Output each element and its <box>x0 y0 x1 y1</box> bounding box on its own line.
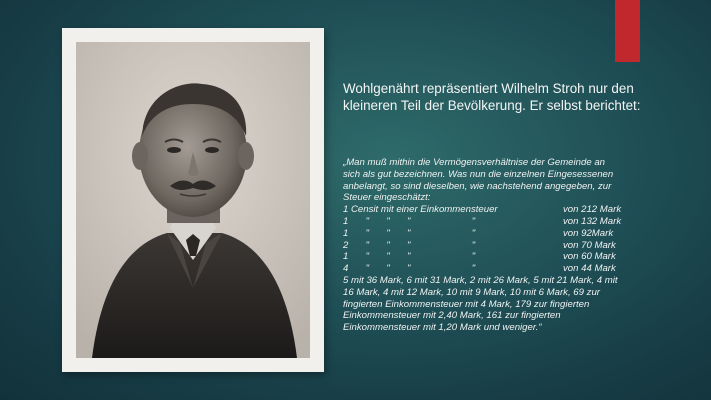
ditto-mark: " <box>386 215 390 227</box>
tax-row <box>343 263 703 275</box>
ditto-mark: " <box>407 227 411 239</box>
tax-row-amount: von 44 Mark <box>563 263 616 275</box>
quote-line: 16 Mark, 4 mit 12 Mark, 10 mit 9 Mark, 10 mit 6 Mark, 69 zur <box>343 286 600 298</box>
ditto-mark: " <box>407 215 411 227</box>
tax-row-count: 4 <box>343 263 349 275</box>
tax-row-amount: von 70 Mark <box>563 239 616 251</box>
tax-row-description <box>343 228 563 240</box>
quote-line: Einkommensteuer mit 1,20 Mark und weniger.“ <box>343 322 542 334</box>
ditto-mark: " <box>471 239 476 251</box>
tax-row-description <box>343 240 563 252</box>
tax-row-description <box>343 251 563 263</box>
ditto-mark: " <box>386 251 390 263</box>
quote-line: fingierten Einkommensteuer mit 4 Mark, 179 zur fingierten <box>343 298 590 310</box>
tax-row-amount: von 60 Mark <box>563 251 616 263</box>
ditto-mark: " <box>365 227 370 239</box>
quote-line: sich als gut bezeichnen. Was nun die einzelnen Eingesessenen <box>343 168 614 180</box>
ditto-mark: " <box>386 239 390 251</box>
portrait-photo <box>62 28 324 372</box>
ditto-mark: " <box>365 239 370 251</box>
ditto-mark: " <box>407 263 411 275</box>
ditto-mark: " <box>471 251 476 263</box>
ditto-mark: " <box>365 215 370 227</box>
ditto-mark: " <box>471 215 476 227</box>
tax-row-description: 1 Censit mit einer Einkommensteuer <box>343 204 498 216</box>
ditto-mark: " <box>386 227 390 239</box>
heading-line-2: kleineren Teil der Bevölkerung. Er selbst berichtet: <box>343 98 641 113</box>
quote-line: Steuer eingeschätzt: <box>343 192 431 204</box>
tax-row <box>343 251 703 263</box>
tax-row-description <box>343 263 563 275</box>
ditto-mark: " <box>471 227 476 239</box>
ditto-mark: " <box>407 239 411 251</box>
quote-line: 5 mit 36 Mark, 6 mit 31 Mark, 2 mit 26 Mark, 5 mit 21 Mark, 4 mit <box>343 274 618 286</box>
tax-row <box>343 228 703 240</box>
ditto-mark: " <box>386 263 390 275</box>
tax-row-description <box>343 216 563 228</box>
tax-row-amount: von 212 Mark <box>563 204 622 216</box>
heading-line-1: Wohlgenährt repräsentiert Wilhelm Stroh nur den <box>343 81 634 96</box>
tax-row-count: 1 <box>343 215 349 227</box>
ditto-mark: " <box>471 263 476 275</box>
ditto-mark: " <box>365 251 370 263</box>
tax-row <box>343 204 703 216</box>
quote-block <box>343 157 703 334</box>
tax-row <box>343 216 703 228</box>
tax-row-count: 1 <box>343 227 349 239</box>
ditto-mark: " <box>407 251 411 263</box>
quote-line: Einkommensteuer mit 2,40 Mark, 161 zur fingierten <box>343 310 561 322</box>
tax-row-count: 2 <box>343 239 349 251</box>
accent-bar <box>615 0 640 62</box>
quote-line: anbelangt, so sind dieselben, wie nachstehend angegeben, zur <box>343 180 612 192</box>
tax-row-amount: von 92Mark <box>563 227 614 239</box>
tax-row-amount: von 132 Mark <box>563 215 622 227</box>
ditto-mark: " <box>365 263 370 275</box>
portrait-image <box>62 28 324 372</box>
tax-row <box>343 240 703 252</box>
quote-line: „Man muß mithin die Vermögensverhältnise der Gemeinde an <box>343 157 605 168</box>
tax-row-count: 1 <box>343 251 349 263</box>
slide-heading <box>343 80 703 114</box>
